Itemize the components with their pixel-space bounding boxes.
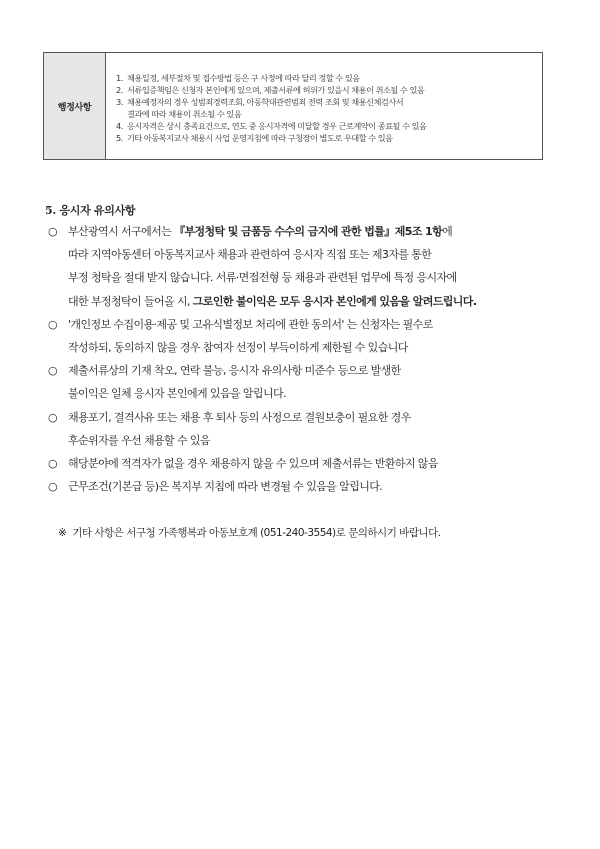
- admin-item-text: 기타 아동복지교사 채용시 사업 운영지침에 따라 구청장이 별도로 우대할 수 있음: [127, 133, 393, 143]
- admin-item: [116, 72, 536, 84]
- admin-item: [116, 96, 536, 108]
- admin-item-text: 응시자격은 상시 충족요건으로, 연도 중 응시자격에 미달할 경우 근로계약이 종료될 수 있음: [127, 121, 427, 131]
- notice-line: 채용포기, 결격사유 또는 채용 후 퇴사 등의 사정으로 결원보충이 필요한 경우: [68, 410, 411, 424]
- notice-line: 불이익은 일체 응시자 본인에게 있음을 알립니다.: [68, 387, 286, 401]
- notice-item: [48, 406, 558, 452]
- notice-text: 에: [442, 225, 453, 238]
- notice-item: [48, 220, 558, 313]
- notice-item: [48, 452, 558, 475]
- admin-info-table: [43, 52, 543, 160]
- notice-list: [48, 220, 558, 498]
- bullet-circle: ○: [48, 457, 57, 471]
- admin-item-text: 결과에 따라 채용이 취소될 수 있음: [127, 109, 242, 119]
- law-reference: 『부정청탁 및 금품등 수수의 금지에 관한 법률』제5조 1항: [174, 225, 443, 238]
- notice-text: 대한 부정청탁이 들어올 시,: [68, 294, 193, 308]
- bullet-circle: ○: [48, 410, 57, 424]
- reference-mark: ※: [58, 527, 67, 539]
- admin-item-number: 4.: [116, 121, 123, 131]
- notice-item: [48, 359, 558, 405]
- admin-item: [116, 84, 536, 96]
- bullet-circle: ○: [48, 317, 57, 331]
- admin-item-number: 3.: [116, 97, 123, 107]
- bullet-circle: ○: [48, 364, 57, 378]
- notice-line: 따라 지역아동센터 아동복지교사 채용과 관련하여 응시자 직접 또는 제3자를 통한: [68, 248, 432, 262]
- notice-line: [68, 290, 558, 313]
- contact-note-text: 기타 사항은 서구청 가족행복과 아동보호계 (051-240-3554)로 문의하시기 바랍니다.: [72, 527, 441, 539]
- notice-item: [48, 475, 558, 498]
- emphasis-text: 그로인한 불이익은 모두 응시자 본인에게 있음을 알려드립니다.: [192, 294, 477, 308]
- notice-line: 후순위자를 우선 채용할 수 있음: [68, 433, 210, 447]
- admin-item-text: 채용일정, 세부절차 및 접수방법 등은 구 사정에 따라 달리 정할 수 있음: [127, 73, 360, 83]
- notice-line: 부정 청탁을 절대 받지 않습니다. 서류·면접전형 등 채용과 관련된 업무에 특정 응시자에: [68, 271, 457, 285]
- admin-item-number: 2.: [116, 85, 123, 95]
- notice-item: [48, 313, 558, 359]
- bullet-circle: ○: [48, 225, 57, 238]
- admin-item: [116, 132, 536, 144]
- admin-item-number: 1.: [116, 73, 123, 83]
- admin-item-continuation: [116, 108, 536, 120]
- notice-text: 부산광역시 서구에서는: [68, 225, 175, 238]
- notice-line: '개인정보 수집이용·제공 및 고유식별정보 처리에 관한 동의서' 는 신청자는 필수로: [68, 317, 433, 331]
- notice-line: 근무조건(기본급 등)은 복지부 지침에 따라 변경될 수 있음을 알립니다.: [68, 480, 383, 494]
- admin-item-number: 5.: [116, 133, 123, 143]
- bullet-circle: ○: [48, 480, 57, 494]
- notice-line: 작성하되, 동의하지 않을 경우 참여자 선정이 부득이하게 제한될 수 있습니다: [68, 341, 408, 355]
- notice-line: [68, 220, 558, 243]
- admin-items-cell: [106, 53, 543, 160]
- admin-item: [116, 120, 536, 132]
- notice-line: 제출서류상의 기재 착오, 연락 불능, 응시자 유의사항 미준수 등으로 발생한: [68, 364, 401, 378]
- admin-item-text: 채용예정자의 경우 성범죄경력조회, 아동학대관련범죄 전력 조회 및 채용신체검사서: [127, 97, 404, 107]
- section-heading: 5. 응시자 유의사항: [45, 204, 136, 217]
- admin-table-label: 행정사항: [44, 53, 106, 160]
- contact-note: [58, 525, 441, 540]
- admin-item-text: 서류입증책임은 신청자 본인에게 있으며, 제출서류에 허위가 있을시 채용이 취소될 수 있음: [127, 85, 425, 95]
- notice-line: 해당분야에 적격자가 없을 경우 채용하지 않을 수 있으며 제출서류는 반환하지 않음: [68, 457, 438, 471]
